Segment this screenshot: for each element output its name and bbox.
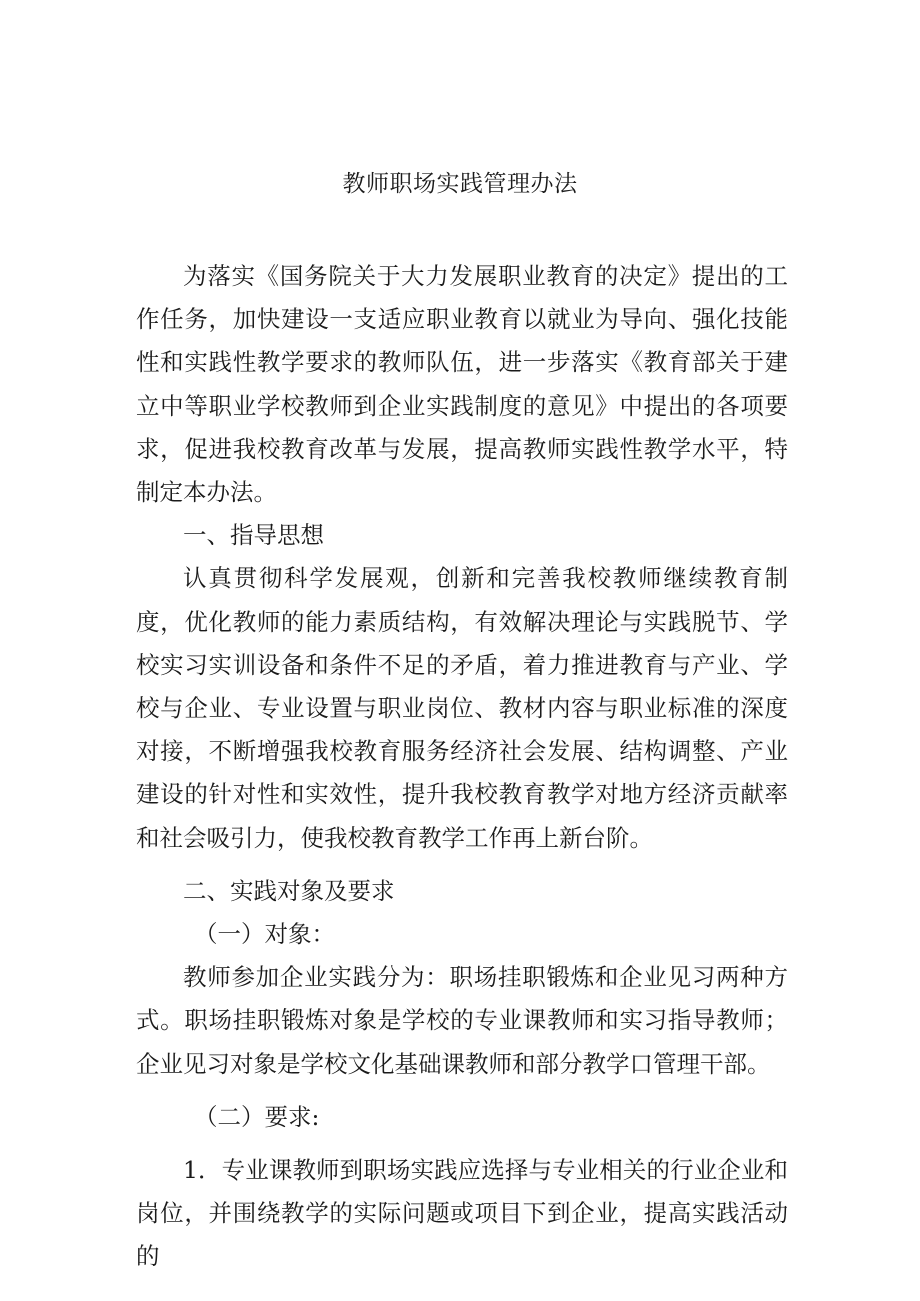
section-heading-practice-targets: 二、实践对象及要求 — [183, 876, 395, 905]
intro-paragraph: 为落实《国务院关于大力发展职业教育的决定》提出的工作任务，加快建设一支适应职业教育以就业为导向、强化技能性和实践性教学要求的教师队伍，进一步落实《教育部关于建立中等职业学校教师到企业实践制度的意见》中提出的各项要求，促进我校教育改革与发展，提高教师实践性教学水平，特制定本办法。 — [136, 262, 788, 507]
guiding-ideology-paragraph: 认真贯彻科学发展观，创新和完善我校教师继续教育制度，优化教师的能力素质结构，有效解决理论与实践脱节、学校实习实训设备和条件不足的矛盾，着力推进教育与产业、学校与企业、专业设置与职业岗位、教材内容与职业标准的深度对接，不断增强我校教育服务经济社会发展、结构调整、产业建设的针对性和实效性，提升我校教育教学对地方经济贡献率和社会吸引力，使我校教育教学工作再上新台阶。 — [136, 564, 788, 852]
subsection-heading-targets: （一）对象： — [194, 920, 335, 949]
subsection-heading-requirements: （二）要求: — [194, 1102, 320, 1131]
requirement-item-1: 1．专业课教师到职场实践应选择与专业相关的行业企业和岗位，并围绕教学的实际问题或项目下到企业，提高实践活动的 — [136, 1156, 788, 1271]
section-heading-guiding-ideology: 一、指导思想 — [183, 521, 324, 550]
targets-paragraph: 教师参加企业实践分为：职场挂职锻炼和企业见习两种方式。职场挂职锻炼对象是学校的专业课教师和实习指导教师；企业见习对象是学校文化基础课教师和部分教学口管理干部。 — [136, 963, 788, 1078]
document-body — [136, 255, 788, 1279]
document-title: 教师职场实践管理办法 — [342, 171, 578, 197]
